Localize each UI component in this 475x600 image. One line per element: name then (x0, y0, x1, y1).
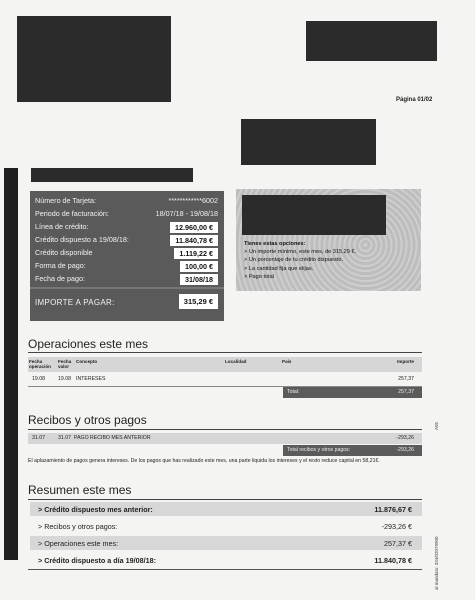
payment-date-value: 31/08/18 (180, 274, 218, 285)
operation-date: 19.08 (32, 376, 45, 382)
header-fecha-operacion: Fecha operación (29, 359, 51, 369)
current-credit-value: 11.840,78 € (374, 556, 412, 565)
operations-rule (28, 352, 422, 353)
summary-month-rule (28, 499, 422, 500)
receipt-date: 31.07 (32, 435, 45, 441)
redacted-name-line (31, 168, 193, 182)
header-localidad: Localidad (225, 359, 247, 364)
credit-available-value: 1.119,22 € (174, 248, 218, 259)
redacted-logo (17, 16, 171, 102)
options-list (244, 240, 419, 281)
previous-credit-label: > Crédito dispuesto mes anterior: (38, 505, 153, 514)
summary-row-period (35, 209, 218, 221)
card-number-value: ************6002 (168, 196, 218, 205)
operation-concept: INTERESES (76, 376, 106, 382)
header-fecha-valor: Fecha valor (58, 359, 72, 369)
table-row (28, 433, 422, 444)
redacted-address-block (241, 119, 376, 165)
account-summary-box (30, 191, 224, 321)
receipts-summary-label: > Recibos y otros pagos: (38, 522, 118, 531)
redacted-header-block (306, 21, 437, 61)
summary-row-payment-date (35, 274, 218, 286)
payment-method-value: 100,00 € (180, 261, 218, 272)
summary-row-payment-method (35, 261, 218, 273)
operation-amount: 257,37 (398, 376, 414, 382)
receipts-total-bar (283, 445, 422, 456)
payment-options-box (236, 189, 421, 291)
credit-used-label: Crédito dispuesto a 19/08/18: (35, 235, 129, 244)
option-fixed: > La cantidad fija que elijas. (244, 265, 314, 272)
header-concepto: Concepto (76, 359, 98, 364)
header-importe: Importe (397, 359, 414, 364)
receipts-total-value: -293,26 (396, 447, 414, 453)
summary-receipts-row (30, 519, 422, 533)
summary-previous-credit-row (30, 502, 422, 516)
operation-value-date: 19.08 (58, 376, 71, 382)
credit-used-value: 11.840,78 € (170, 235, 218, 246)
summary-row-credit-used (35, 235, 218, 247)
header-pais: País (282, 359, 292, 364)
receipt-amount: -293,26 (396, 435, 414, 441)
summary-current-credit-row (30, 553, 422, 567)
options-title: Tienes estas opciones: (244, 241, 306, 247)
receipts-rule (28, 429, 422, 430)
receipt-concept: PAGO RECIBO MES ANTERIOR (74, 435, 151, 441)
card-number-label: Número de Tarjeta: (35, 196, 96, 205)
summary-month-title: Resumen este mes (28, 483, 132, 497)
payment-method-label: Forma de pago: (35, 261, 86, 270)
receipts-title: Recibos y otros pagos (28, 413, 147, 427)
payment-date-label: Fecha de pago: (35, 274, 85, 283)
current-credit-label: > Crédito dispuesto a día 19/08/18: (38, 556, 157, 565)
amount-due-value: 315,29 € (179, 294, 218, 309)
operations-title: Operaciones este mes (28, 337, 149, 351)
page-number: Página 01/02 (396, 97, 433, 103)
receipt-value-date: 31.07 (58, 435, 71, 441)
side-code-a: A05 (434, 421, 439, 430)
operations-total-bar (283, 387, 422, 398)
operations-summary-value: 257,37 € (384, 539, 412, 548)
operations-total-label: Total: (287, 389, 300, 395)
option-minimum: > Un importe mínimo, este mes, de 315,29 €. (244, 249, 357, 256)
operations-summary-label: > Operaciones este mes: (38, 539, 119, 548)
credit-line-value: 12.960,00 € (170, 222, 218, 233)
billing-period-label: Periodo de facturación: (35, 209, 109, 218)
summary-bottom-rule (28, 569, 422, 570)
summary-operations-row (30, 536, 422, 550)
summary-row-available (35, 248, 218, 260)
operations-total-value: 257,37 (398, 389, 414, 395)
redacted-options-header (242, 195, 386, 235)
table-row (28, 374, 422, 385)
summary-row-card (35, 196, 218, 208)
summary-divider (30, 287, 224, 289)
side-mandate-text: al mandato: 334/02079900 (434, 536, 439, 590)
receipts-total-label: Total recibos y otros pagos: (287, 447, 351, 453)
interest-note: El aplazamiento de pagos genera intereses. De los pagos que has realizado este mes, una parte liquida los intereses y el resto reduce capital en 58,21€. (28, 458, 380, 464)
billing-period-value: 18/07/18 - 19/08/18 (155, 209, 218, 218)
left-margin-bar (4, 168, 18, 560)
credit-line-label: Línea de crédito: (35, 222, 89, 231)
operations-table-header (28, 357, 422, 372)
receipts-summary-value: -293,26 € (381, 522, 412, 531)
option-total: > Pago total (244, 273, 275, 280)
credit-available-label: Crédito disponible (35, 248, 93, 257)
option-percentage: > Un porcentaje de tu crédito dispuesto. (244, 257, 344, 264)
previous-credit-value: 11.876,67 € (374, 505, 412, 514)
summary-row-credit-line (35, 222, 218, 234)
amount-due-label: IMPORTE A PAGAR: (35, 298, 115, 307)
